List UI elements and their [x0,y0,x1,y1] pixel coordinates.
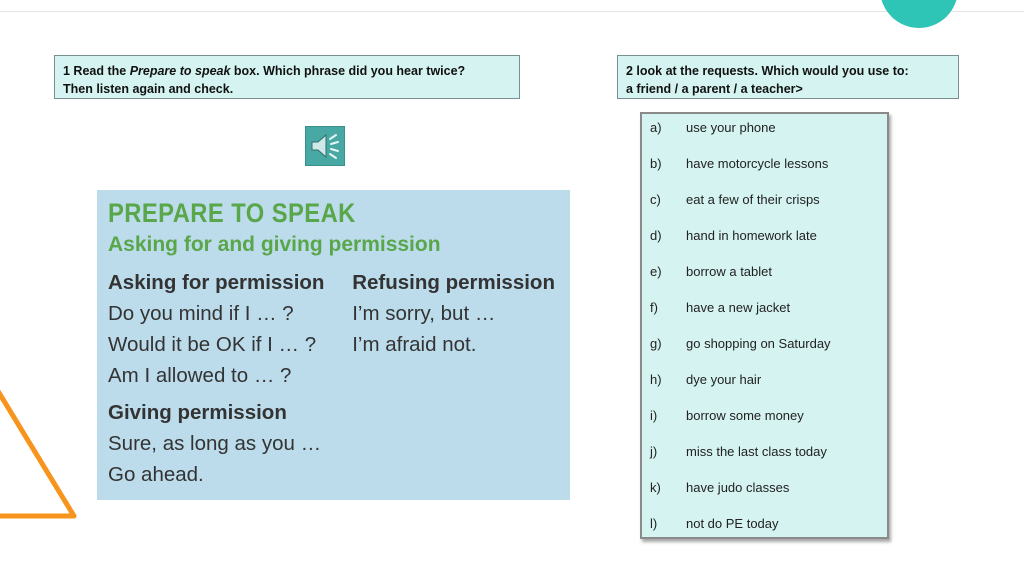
prepare-subtitle: Asking for and giving permission [108,233,441,256]
item-letter: g) [650,336,662,351]
requests-list [640,112,889,539]
asking-phrase: Am I allowed to … ? [108,364,292,387]
item-letter: i) [650,408,658,423]
list-item [642,371,887,407]
item-text: dye your hair [686,372,762,387]
item-letter: k) [650,480,661,495]
item-letter: c) [650,192,661,207]
refusing-phrase: I’m afraid not. [352,333,477,356]
top-divider [0,11,1024,12]
task-2-line2: a friend / a parent / a teacher> [626,82,803,96]
list-item [642,479,887,515]
list-item [642,335,887,371]
list-item [642,227,887,263]
decorative-circle [880,0,958,28]
item-text: miss the last class today [686,444,827,459]
item-letter: e) [650,264,662,279]
list-item [642,119,887,155]
list-item [642,299,887,335]
item-text: eat a few of their crisps [686,192,820,207]
task-2-line1: 2 look at the requests. Which would you use to: [626,64,909,78]
item-text: have motorcycle lessons [686,156,829,171]
item-text: go shopping on Saturday [686,336,831,351]
prepare-to-speak-box [97,190,570,500]
item-letter: a) [650,120,662,135]
list-item [642,407,887,443]
list-item [642,515,887,551]
task-1-prefix: 1 Read the [63,64,130,78]
item-text: have a new jacket [686,300,791,315]
item-letter: l) [650,516,658,531]
item-text: borrow a tablet [686,264,772,279]
item-text: hand in homework late [686,228,817,243]
task-2-instructions [617,55,959,99]
task-1-italic: Prepare to speak [129,64,231,78]
refusing-heading: Refusing permission [352,271,555,294]
refusing-phrase: I’m sorry, but … [352,302,496,325]
item-text: borrow some money [686,408,804,423]
asking-phrase: Do you mind if I … ? [108,302,294,325]
prepare-title: PREPARE TO SPEAK [108,198,356,228]
list-item [642,155,887,191]
asking-phrase: Would it be OK if I … ? [108,333,317,356]
item-letter: h) [650,372,662,387]
item-letter: b) [650,156,662,171]
decorative-triangle [0,372,80,522]
task-1-instructions [54,55,520,99]
asking-heading: Asking for permission [108,271,325,294]
giving-heading: Giving permission [108,401,287,424]
task-1-suffix: box. Which phrase did you hear twice? [230,64,466,78]
giving-phrase: Sure, as long as you … [108,432,322,455]
giving-phrase: Go ahead. [108,463,204,486]
list-item [642,263,887,299]
item-text: not do PE today [686,516,779,531]
task-1-line2: Then listen again and check. [63,82,234,96]
item-letter: j) [650,444,658,459]
item-text: use your phone [686,120,776,135]
item-letter: d) [650,228,662,243]
speaker-audio-icon[interactable] [305,126,345,166]
list-item [642,443,887,479]
item-letter: f) [650,300,658,315]
list-item [642,191,887,227]
item-text: have judo classes [686,480,790,495]
